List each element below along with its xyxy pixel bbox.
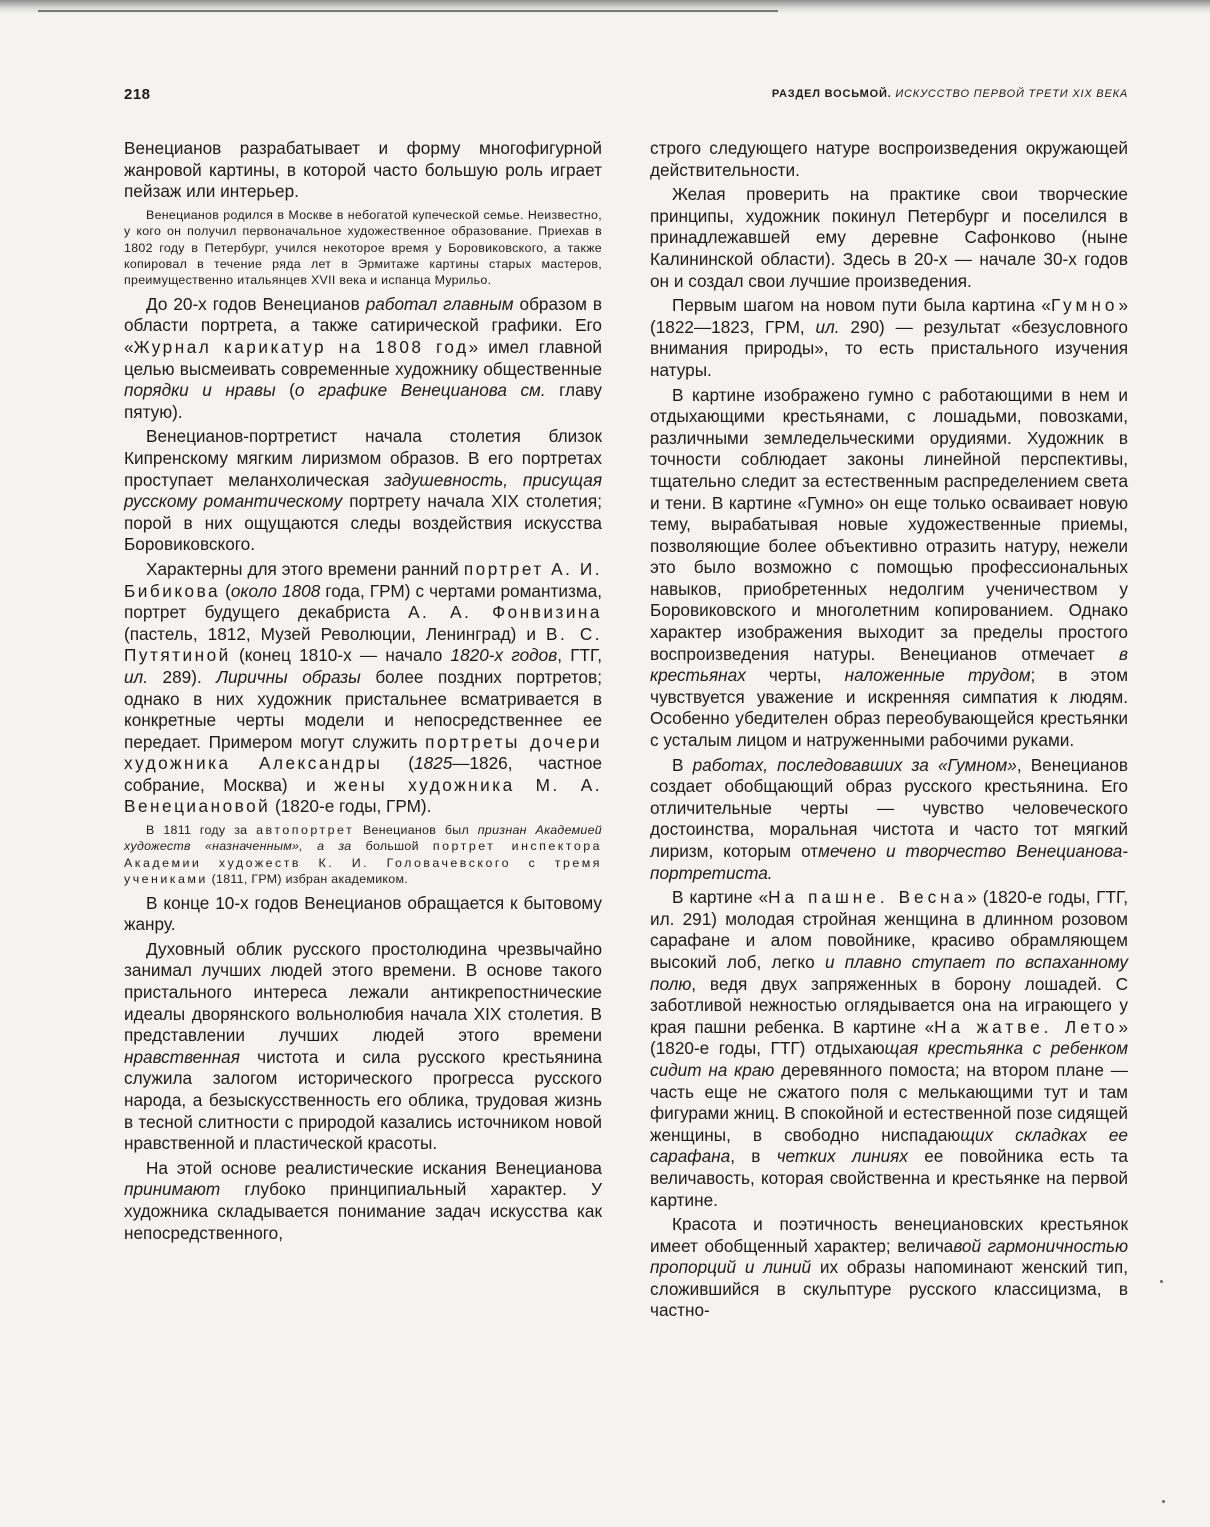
paragraph: Венецианов разрабатывает и форму многофигурной жанровой картины, в которой часто большую роль играет пейзаж или интерьер. <box>124 138 602 202</box>
page-number: 218 <box>124 86 151 103</box>
paragraph: В работах, последовавших за «Гумном», Венецианов создает обобщающий образ русского крестьянина. Его отличительные черты — чувство человеческого достоинства, моральная чистота и часто тот мягкий лиризм, которым отмечено и творчество Венецианова-портретиста. <box>650 754 1128 883</box>
scan-edge-line <box>38 10 778 12</box>
scan-speck <box>1162 1500 1165 1503</box>
running-head-title: ИСКУССТВО ПЕРВОЙ ТРЕТИ XIX ВЕКА <box>891 88 1128 100</box>
paragraph: В конце 10-х годов Венецианов обращается к бытовому жанру. <box>124 892 602 935</box>
paragraph: Венецианов-портретист начала столетия близок Кипренскому мягким лиризмом образов. В его портретах проступает меланхолическая задушевность, присущая русскому романтическому портрету начала XIX столетия; порой в них ощущаются следы воздействия искусства Боровиковского. <box>124 426 602 555</box>
paragraph: строго следующего натуре воспроизведения окружающей действительности. <box>650 138 1128 180</box>
paragraph: В картине изображено гумно с работающими в нем и отдыхающими крестьянами, с лошадьми, повозками, различными земледельческими орудиями. Художник в точности соблюдает законы линейной перспективы, тщательно следит за естественным распределением света и тени. В картине «Гумно» он еще только осваивает новую тему, вырабатывая новые художественные приемы, позволяющие более объективно отразить натуру, нежели это было возможно с помощью профессиональных навыков, приобретенных недолгим ученичеством у Боровиковского и многолетним копированием. Однако характер изображения выходит за пределы простого воспроизведения натуры. Венецианов отмечает в крестьянах черты, наложенные трудом; в этом чувствуется уважение и искренняя симпатия к людям. Особенно убедителен образ переобувающейся крестьянки с усталым лицом и натруженными рабочими руками. <box>650 384 1129 751</box>
paragraph: Характерны для этого времени ранний портрет А. И. Бибикова (около 1808 года, ГРМ) с чертами романтизма, портрет будущего декабриста А. А. Фонвизина (пастель, 1812, Музей Революции, Ленинград) и В. С. Путятиной (конец 1810-х — начало 1820-х годов, ГТГ, ил. 289). Лиричны образы более поздних портретов; однако в них художник пристальнее всматривается в конкретные черты модели и непосредственнее ее передает. Примером могут служить портреты дочери художника Александры (1825—1826, частное собрание, Москва) и жены художника М. А. Венециановой (1820-е годы, ГРМ). <box>124 558 603 817</box>
small-print-paragraph: Венецианов родился в Москве в небогатой купеческой семье. Неизвестно, у кого он получил первоначальное художественное образование. Приехав в 1802 году в Петербург, учился некоторое время у Боровиковского, а также копировал в течение ряда лет в Эрмитаже картины старых мастеров, преимущественно итальянцев XVII века и испанца Мурильо. <box>124 207 602 288</box>
running-head <box>772 88 1128 100</box>
scan-speck <box>1160 1280 1163 1283</box>
left-column <box>124 138 602 1244</box>
small-print-paragraph: В 1811 году за автопортрет Венецианов был признан Академией художеств «назначенным», а за большой портрет инспектора Академии художеств К. И. Головачевского с тремя учениками (1811, ГРМ) избран академиком. <box>124 823 602 887</box>
paragraph: В картине «На пашне. Весна» (1820-е годы, ГТГ, ил. 291) молодая стройная женщина в длинном розовом сарафане и алом повойнике, красиво обрамляющем высокий лоб, легко и плавно ступает по вспаханному полю, ведя двух запряженных в борону лошадей. С заботливой нежностью оглядывается она на играющего у края пашни ребенка. В картине «На жатве. Лето» (1820-е годы, ГТГ) отдыхающая крестьянка с ребенком сидит на краю деревянного помоста; на втором плане — часть еще не сжатого поля с мелькающими тут и там фигурами жниц. В спокойной и естественной позе сидящей женщины, в свободно ниспадающих складках ее сарафана, в четких линиях ее повойника есть та величавость, которая свойственна и крестьянке на первой картине. <box>650 887 1129 1210</box>
right-column <box>650 138 1128 1322</box>
running-head-section: РАЗДЕЛ ВОСЬМОЙ. <box>771 88 892 100</box>
paragraph: Желая проверить на практике свои творческие принципы, художник покинул Петербург и поселился в принадлежавшей ему деревне Сафонково (ныне Калининской области). Здесь в 20-х — начале 30-х годов он и создал свои лучшие произведения. <box>650 184 1128 291</box>
paragraph: Духовный облик русского простолюдина чрезвычайно занимал лучших людей этого времени. В основе такого пристального интереса лежали антикрепостнические идеалы дворянского вольнолюбия начала XIX столетия. В представлении лучших людей этого времени нравственная чистота и сила русского крестьянина служила залогом исторического прогресса русского народа, а безыскусственность его облика, трудовая жизнь в тесной слитности с природой казались источником новой нравственной и пластической красоты. <box>124 938 602 1154</box>
paragraph: Первым шагом на новом пути была картина «Гумно» (1822—1823, ГРМ, ил. 290) — результат «безусловного внимания природы», то есть пристального изучения натуры. <box>650 295 1128 380</box>
paragraph: Красота и поэтичность венециановских крестьянок имеет обобщенный характер; величавой гармоничностью пропорций и линий их образы напоминают женский тип, сложившийся в скульптуре русского классицизма, в частно- <box>650 1214 1128 1321</box>
paragraph: До 20-х годов Венецианов работал главным образом в области портрета, а также сатирической графики. Его «Журнал карикатур на 1808 год» имел главной целью высмеивать современные художнику общественные порядки и нравы (о графике Венецианова см. главу пятую). <box>124 293 602 422</box>
paragraph: На этой основе реалистические искания Венецианова принимают глубоко принципиальный характер. У художника складывается понимание задач искусства как непосредственного, <box>124 1157 602 1243</box>
